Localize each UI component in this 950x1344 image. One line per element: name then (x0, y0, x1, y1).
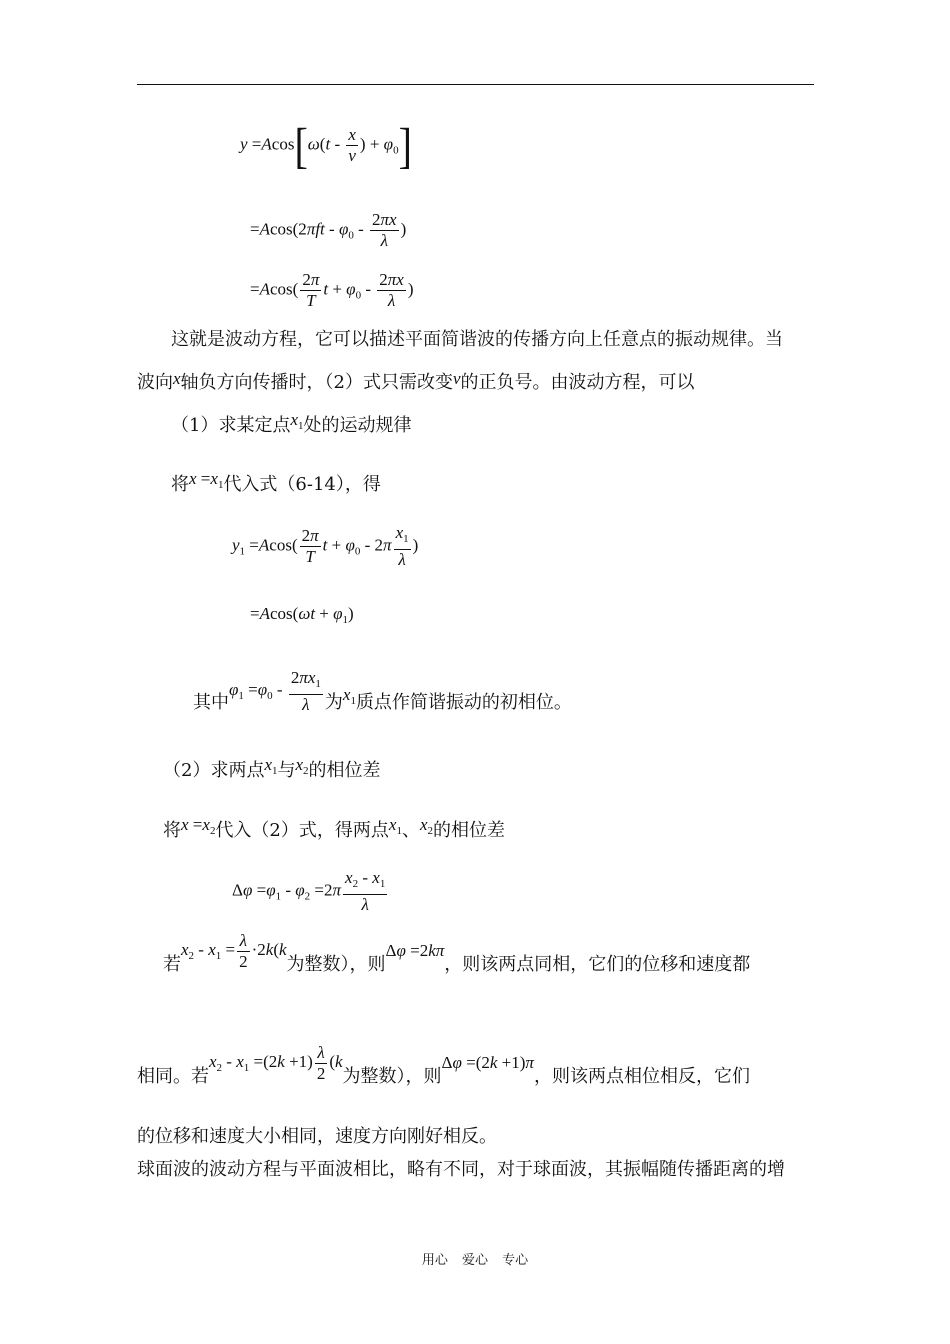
paragraph-wave-equation: 这就是波动方程，它可以描述平面简谐波的传播方向上任意点的振动规律。当 (171, 329, 783, 350)
equation-y1-simplified: $=Acos(\omega t + \varphi_1)$ (250, 604, 354, 626)
condition-anti-phase: 相同。若$x_2 - x_1 =(2k +1)$ $\frac{\lambda}{2}$ (k为整数），则Δφ =(2k +1)π，则该两点相位相反，它们 (137, 1042, 750, 1087)
equation-phase-difference: $\Delta\varphi =\varphi_1 - \varphi_2 =2\pi$ $\frac{x_2 - x_1}{\lambda}$ (232, 868, 386, 914)
substitution-1: 将$x =x_1$代入式（6-14），得 (171, 469, 381, 495)
item-2-heading: （2）求两点$x_1$与$x_2$的相位差 (163, 755, 381, 781)
paragraph-spherical-wave: 球面波的波动方程与平面波相比，略有不同，对于球面波，其振幅随传播距离的增 (137, 1159, 785, 1180)
equation-wave-3: =Acos( $\frac{2\pi}{T}$ $t + \varphi_0$ - $\frac{2\pi x}{\lambda}$ ) (250, 270, 414, 310)
phase-definition: 其中$\varphi_1 =\varphi_0$ - $\frac{2\pi x_1}{\lambda}$ 为$x_1$质点作简谐振动的初相位。 (193, 668, 572, 714)
paragraph-displacement: 的位移和速度大小相同，速度方向刚好相反。 (137, 1126, 497, 1147)
condition-in-phase: 若$x_2 - x_1$ = $\frac{\lambda}{2}$ ·2k(k为整数），则Δφ =2kπ，则该两点同相，它们的位移和速度都 (163, 930, 751, 975)
page-footer: 用心 爱心 专心 (421, 1253, 529, 1268)
header-rule (137, 84, 814, 85)
equation-y1: $y_1 =Acos$( $\frac{2\pi}{T}$ $t + \varphi_0 - 2\pi$ $\frac{x_1}{\lambda}$ ) (232, 523, 419, 569)
equation-wave-1: y =Acos[ω(t - $\frac{x}{v}$ ) + $\varphi_0$] (240, 116, 412, 173)
substitution-2: 将$x =x_2$代入（2）式，得两点$x_1$、$x_2$的相位差 (163, 815, 505, 841)
item-1-heading: （1）求某定点$x_1$处的运动规律 (171, 410, 412, 436)
equation-wave-2: $=Acos(2\pi ft - \varphi_0$ - $\frac{2\pi x}{\lambda}$ ) (250, 210, 407, 250)
paragraph-negative-direction: 波向x轴负方向传播时，（2）式只需改变v的正负号。由波动方程，可以 (137, 369, 695, 393)
